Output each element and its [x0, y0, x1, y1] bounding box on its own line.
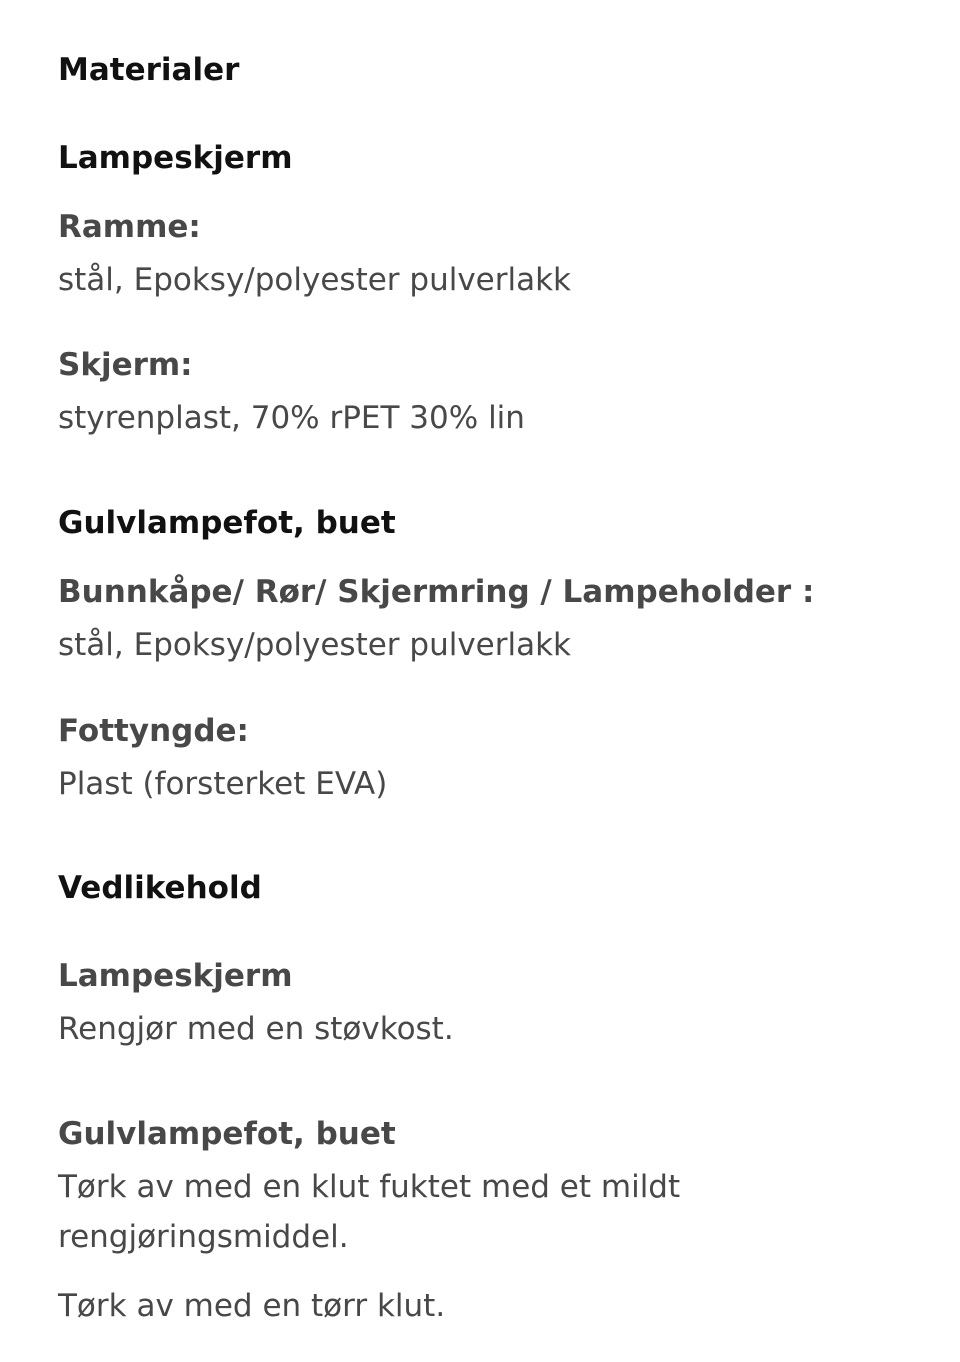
- care-instruction: Tørk av med en klut fuktet med et mildt rengjøringsmiddel.: [58, 1169, 681, 1255]
- materials-heading: Materialer: [58, 52, 240, 88]
- care-section-title-gulvlampefot: Gulvlampefot, buet: [58, 1116, 396, 1152]
- care-instruction: Tørk av med en tørr klut.: [58, 1288, 446, 1324]
- material-label-ramme: Ramme:: [58, 209, 201, 245]
- care-section-title-lampeskjerm: Lampeskjerm: [58, 958, 293, 994]
- material-value-ramme: stål, Epoksy/polyester pulverlakk: [58, 262, 572, 298]
- material-label-fottyngde: Fottyngde:: [58, 713, 249, 749]
- materials-section-title-gulvlampefot: Gulvlampefot, buet: [58, 505, 396, 541]
- materials-section-title-lampeskjerm: Lampeskjerm: [58, 140, 293, 176]
- material-value-bunnkape: stål, Epoksy/polyester pulverlakk: [58, 627, 572, 663]
- material-value-fottyngde: Plast (forsterket EVA): [58, 766, 388, 802]
- care-heading: Vedlikehold: [58, 870, 262, 906]
- material-label-bunnkape: Bunnkåpe/ Rør/ Skjermring / Lampeholder :: [58, 574, 815, 610]
- material-label-skjerm: Skjerm:: [58, 347, 193, 383]
- material-value-skjerm: styrenplast, 70% rPET 30% lin: [58, 400, 525, 436]
- care-instruction: Rengjør med en støvkost.: [58, 1011, 454, 1047]
